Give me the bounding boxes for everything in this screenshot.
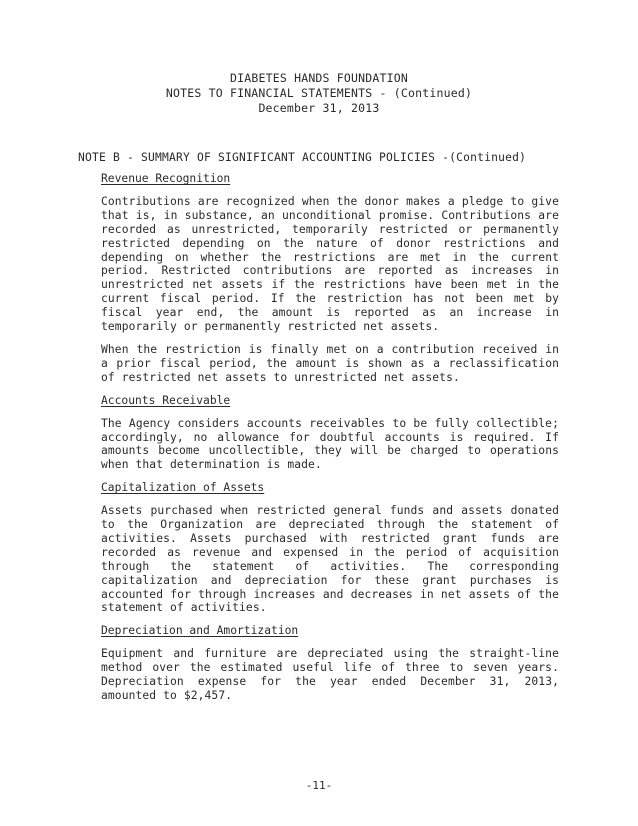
- document-header: [0, 71, 638, 116]
- page-number: -11-: [305, 779, 333, 792]
- note-content: [101, 172, 559, 712]
- receivable-paragraph: The Agency considers accounts receivables to be fully collectible; accordingly, no allowance for doubtful accounts is required. If amounts become uncollectible, they will be charged to operations when that determination is made.: [101, 416, 559, 472]
- organization-name: DIABETES HANDS FOUNDATION: [229, 71, 409, 85]
- section-heading-revenue-recognition: Revenue Recognition: [101, 172, 231, 185]
- section-heading-accounts-receivable: Accounts Receivable: [101, 393, 231, 407]
- section-heading-capitalization: Capitalization of Assets: [101, 481, 265, 495]
- revenue-paragraph-2: When the restriction is finally met on a contribution received in a prior fiscal period, the amount is shown as a reclassification of restricted net assets to unrestricted net assets.: [101, 342, 559, 384]
- capitalization-paragraph: Assets purchased when restricted general funds and assets donated to the Organization are depreciated through the statement of activities. Assets purchased with restricted grant funds are recorded as revenue and expensed in the period of acquisition through the statement of activities. The corresponding capitalization and depreciation for these grant purchases is accounted for through increases and decreases in net assets of the statement of activities.: [101, 504, 559, 615]
- revenue-paragraph-1: Contributions are recognized when the donor makes a pledge to give that is, in substance, an unconditional promise. Contributions are recorded as unrestricted, temporarily restricted or permanently restricted depending on the nature of donor restrictions and depending on whether the restrictions are met in the current period. Restricted contributions are reported as increases in unrestricted net assets if the restrictions have been met in the current fiscal period. If the restriction has not been met by fiscal year end, the amount is reported as an increase in temporarily or permanently restricted net assets.: [101, 194, 559, 334]
- note-title: NOTE B - SUMMARY OF SIGNIFICANT ACCOUNTING POLICIES -(Continued): [78, 151, 527, 164]
- statement-date: December 31, 2013: [258, 101, 380, 115]
- section-heading-depreciation: Depreciation and Amortization: [101, 624, 299, 638]
- document-subtitle: NOTES TO FINANCIAL STATEMENTS - (Continued): [165, 86, 473, 100]
- depreciation-paragraph: Equipment and furniture are depreciated using the straight-line method over the estimated useful life of three to seven years. Depreciation expense for the year ended December 31, 2013, amounted to $2,457.: [101, 647, 559, 702]
